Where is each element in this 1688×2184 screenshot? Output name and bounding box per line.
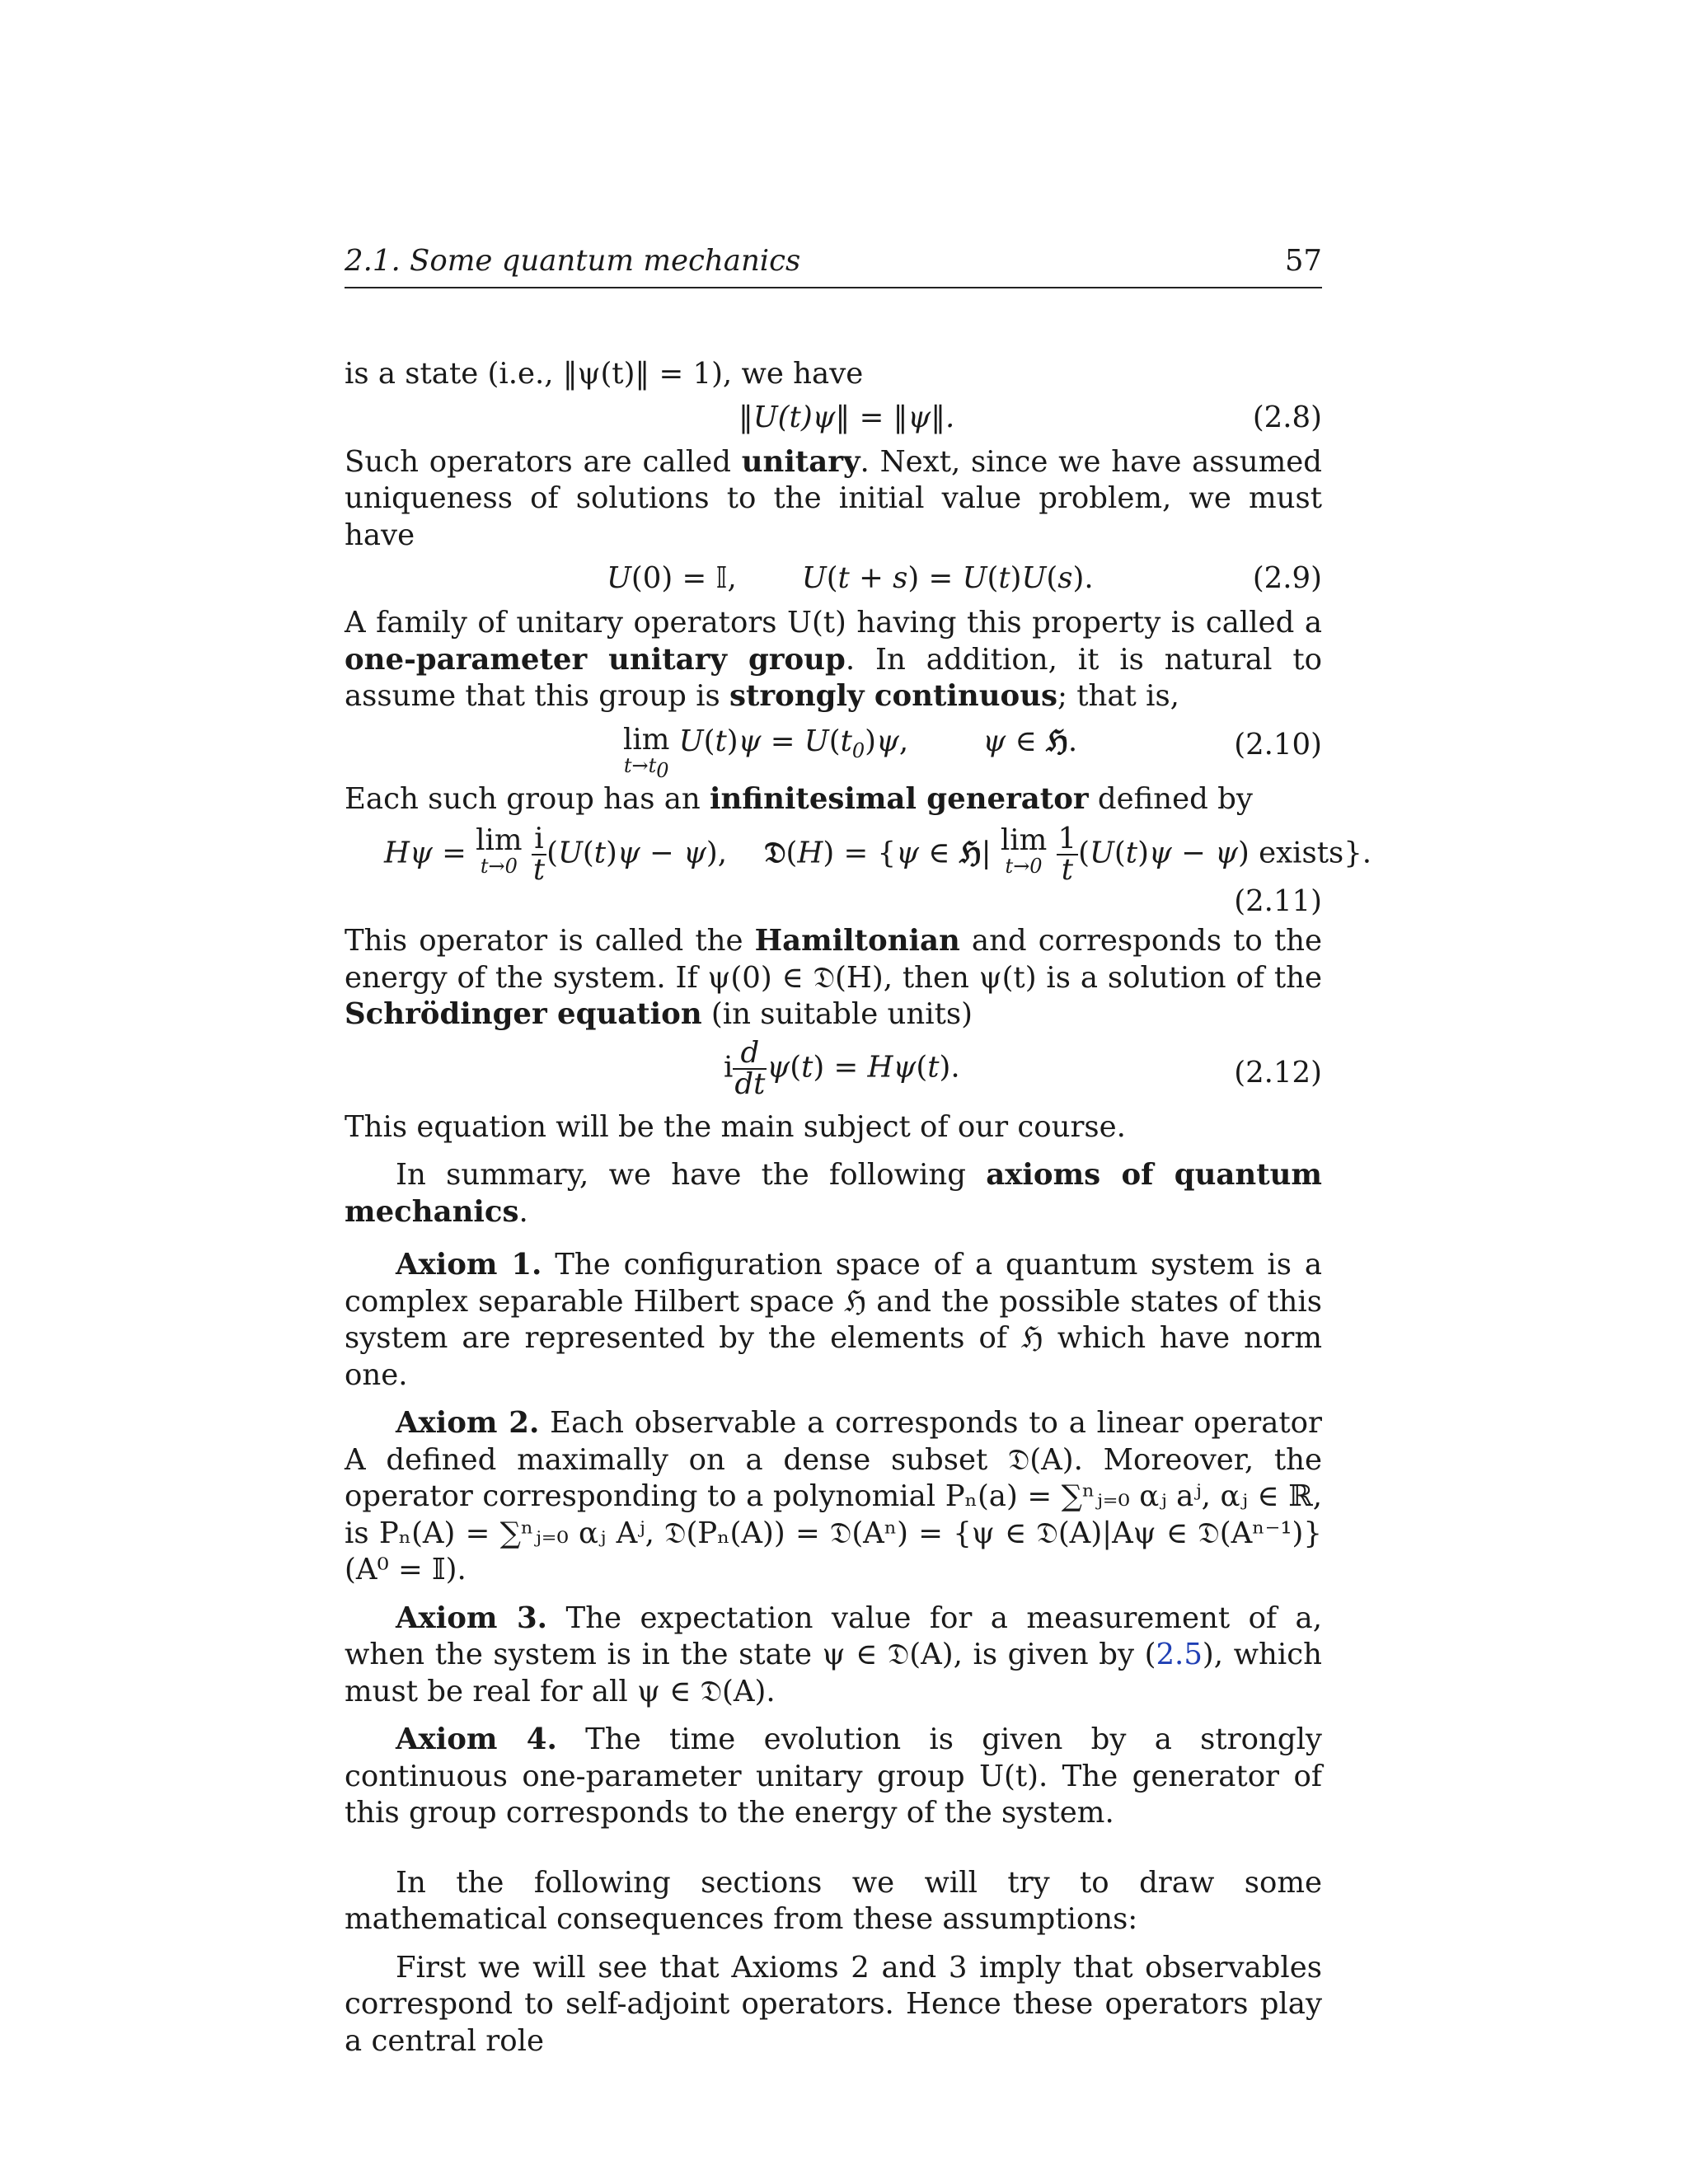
axiom-3: Axiom 3. The expectation value for a measurement of a, when the system is in the state ψ ∈ 𝔇(A), is given by (2.5), which must be real for all ψ ∈ 𝔇(A). [345, 1601, 1323, 1708]
paragraph: A family of unitary operators U(t) having this property is called a one-parameter unitary group. In addition, it is natural to assume that this group is strongly continuous; that is, [345, 606, 1322, 713]
running-head [345, 244, 1322, 288]
equation-2-12: i $\frac{d}{dt}$ ψ(t) = Hψ(t). (2.12) [724, 1035, 1322, 1101]
equation-number: (2.10) [1234, 727, 1322, 762]
axiom-1: Axiom 1. The configuration space of a quantum system is a complex separable Hilbert space ℌ and the possible states of this system are represented by the elements of ℌ which have norm one. [345, 1248, 1322, 1392]
equation-number: (2.12) [1234, 1055, 1322, 1090]
paragraph: Such operators are called unitary. Next, since we have assumed uniqueness of solutions to the initial value problem, we must have [345, 444, 1322, 552]
axiom-4: Axiom 4. The time evolution is given by a strongly continuous one-parameter unitary group U(t). The generator of this group corresponds to the energy of the system. [345, 1722, 1322, 1830]
paragraph: First we will see that Axioms 2 and 3 imply that observables correspond to self-adjoint operators. Hence these operators play a central role [345, 1950, 1322, 2058]
equation-2-8: ‖U(t)ψ‖ = ‖ψ‖. (2.8) [345, 393, 1322, 444]
equation-2-9: U(0) = 𝕀, U(t + s) = U(t)U(s). (2.9) [345, 554, 1322, 605]
page-body [345, 356, 1372, 2060]
page-number: 57 [1284, 244, 1322, 278]
paragraph: In summary, we have the following axioms of quantum mechanics. [345, 1158, 1322, 1229]
equation-2-10: lim $t\to t_0$ $U(t)\psi = U(t_0)\psi$, ψ ∈ ℌ. (2.10) [623, 722, 1322, 782]
equation-2-11: Hψ = lim t→0 $\frac{i}{t}$ (U(t)ψ − ψ), 𝔇(H) = {ψ ∈ ℌ| lim t→0 $\frac{1}{t}$ (U(t)ψ − ψ) exists}. (2.11) [345, 818, 1322, 923]
equation-number: (2.8) [1252, 400, 1322, 434]
paragraph: Each such group has an infinitesimal generator defined by [345, 781, 1253, 816]
section-title: 2.1. Some quantum mechanics [345, 244, 801, 278]
paragraph: is a state (i.e., ‖ψ(t)‖ = 1), we have [345, 357, 864, 391]
axiom-2: Axiom 2. Each observable a corresponds to a linear operator A defined maximally on a dense subset 𝔇(A). Moreover, the operator corresponding to a polynomial Pₙ(a) = ∑ⁿⱼ₌₀ αⱼ aʲ, αⱼ ∈ ℝ, is Pₙ(A) = ∑ⁿⱼ₌₀ αⱼ Aʲ, 𝔇(Pₙ(A)) = 𝔇(Aⁿ) = {ψ ∈ 𝔇(A)|Aψ ∈ 𝔇(Aⁿ⁻¹)} (A⁰ = 𝕀). [345, 1406, 1323, 1586]
paragraph: In the following sections we will try to draw some mathematical consequences from these assumptions: [345, 1865, 1322, 1936]
equation-number: (2.11) [1234, 884, 1322, 918]
paragraph: This operator is called the Hamiltonian and corresponds to the energy of the system. If ψ(0) ∈ 𝔇(H), then ψ(t) is a solution of the Schrödinger equation (in suitable units) [345, 924, 1322, 1031]
paragraph: This equation will be the main subject of our course. [345, 1109, 1126, 1144]
equation-ref-link[interactable]: 2.5 [1156, 1638, 1203, 1671]
equation-number: (2.9) [1252, 561, 1322, 595]
